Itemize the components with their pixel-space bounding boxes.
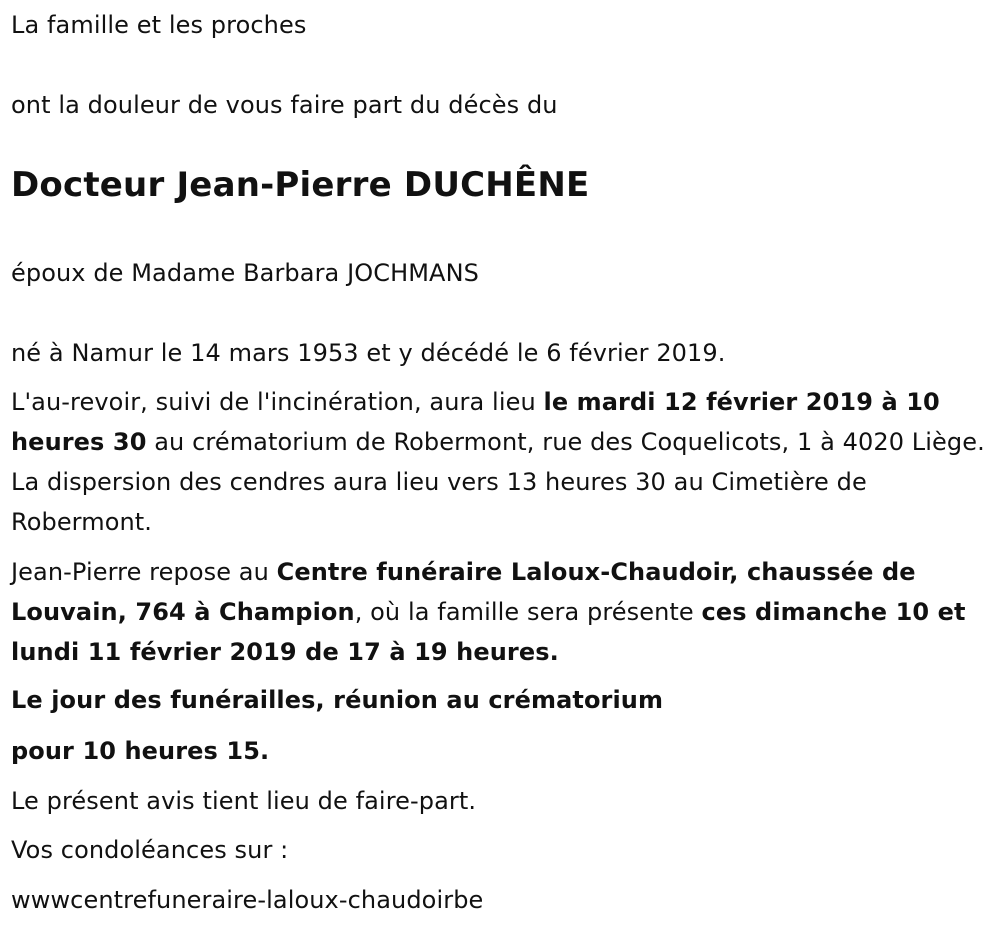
repose-location: Centre funéraire Laloux-Chaudoir, chaussée de Louvain, 764 à Champion bbox=[11, 558, 916, 626]
deceased-name: Docteur Jean-Pierre DUCHÊNE bbox=[11, 165, 590, 205]
birth-death-text: né à Namur le 14 mars 1953 et y décédé le 6 février 2019. bbox=[11, 339, 726, 367]
repose-middle: , où la famille sera présente bbox=[354, 598, 702, 626]
ceremony-paragraph bbox=[11, 382, 989, 542]
repose-prefix: Jean-Pierre repose au bbox=[11, 558, 277, 586]
condolences-label: Vos condoléances sur : bbox=[11, 836, 289, 864]
gathering-line-1: Le jour des funérailles, réunion au crématorium bbox=[11, 686, 664, 714]
ceremony-suffix: au crématorium de Robermont, rue des Coquelicots, 1 à 4020 Liège. La dispersion des cendres aura lieu vers 13 heures 30 au Cimetière de Robermont. bbox=[11, 428, 985, 536]
ceremony-datetime: le mardi 12 février 2019 à 10 heures 30 bbox=[11, 388, 940, 456]
announcement-text: ont la douleur de vous faire part du décès du bbox=[11, 91, 558, 119]
intro-text: La famille et les proches bbox=[11, 11, 307, 39]
faire-part-text: Le présent avis tient lieu de faire-part. bbox=[11, 787, 477, 815]
repose-dates: ces dimanche 10 et lundi 11 février 2019 de 17 à 19 heures. bbox=[11, 598, 966, 666]
gathering-line-2: pour 10 heures 15. bbox=[11, 737, 270, 765]
ceremony-prefix: L'au-revoir, suivi de l'incinération, aura lieu bbox=[11, 388, 544, 416]
repose-paragraph bbox=[11, 552, 989, 672]
condolences-website: wwwcentrefuneraire-laloux-chaudoirbe bbox=[11, 886, 484, 914]
spouse-text: époux de Madame Barbara JOCHMANS bbox=[11, 259, 479, 287]
